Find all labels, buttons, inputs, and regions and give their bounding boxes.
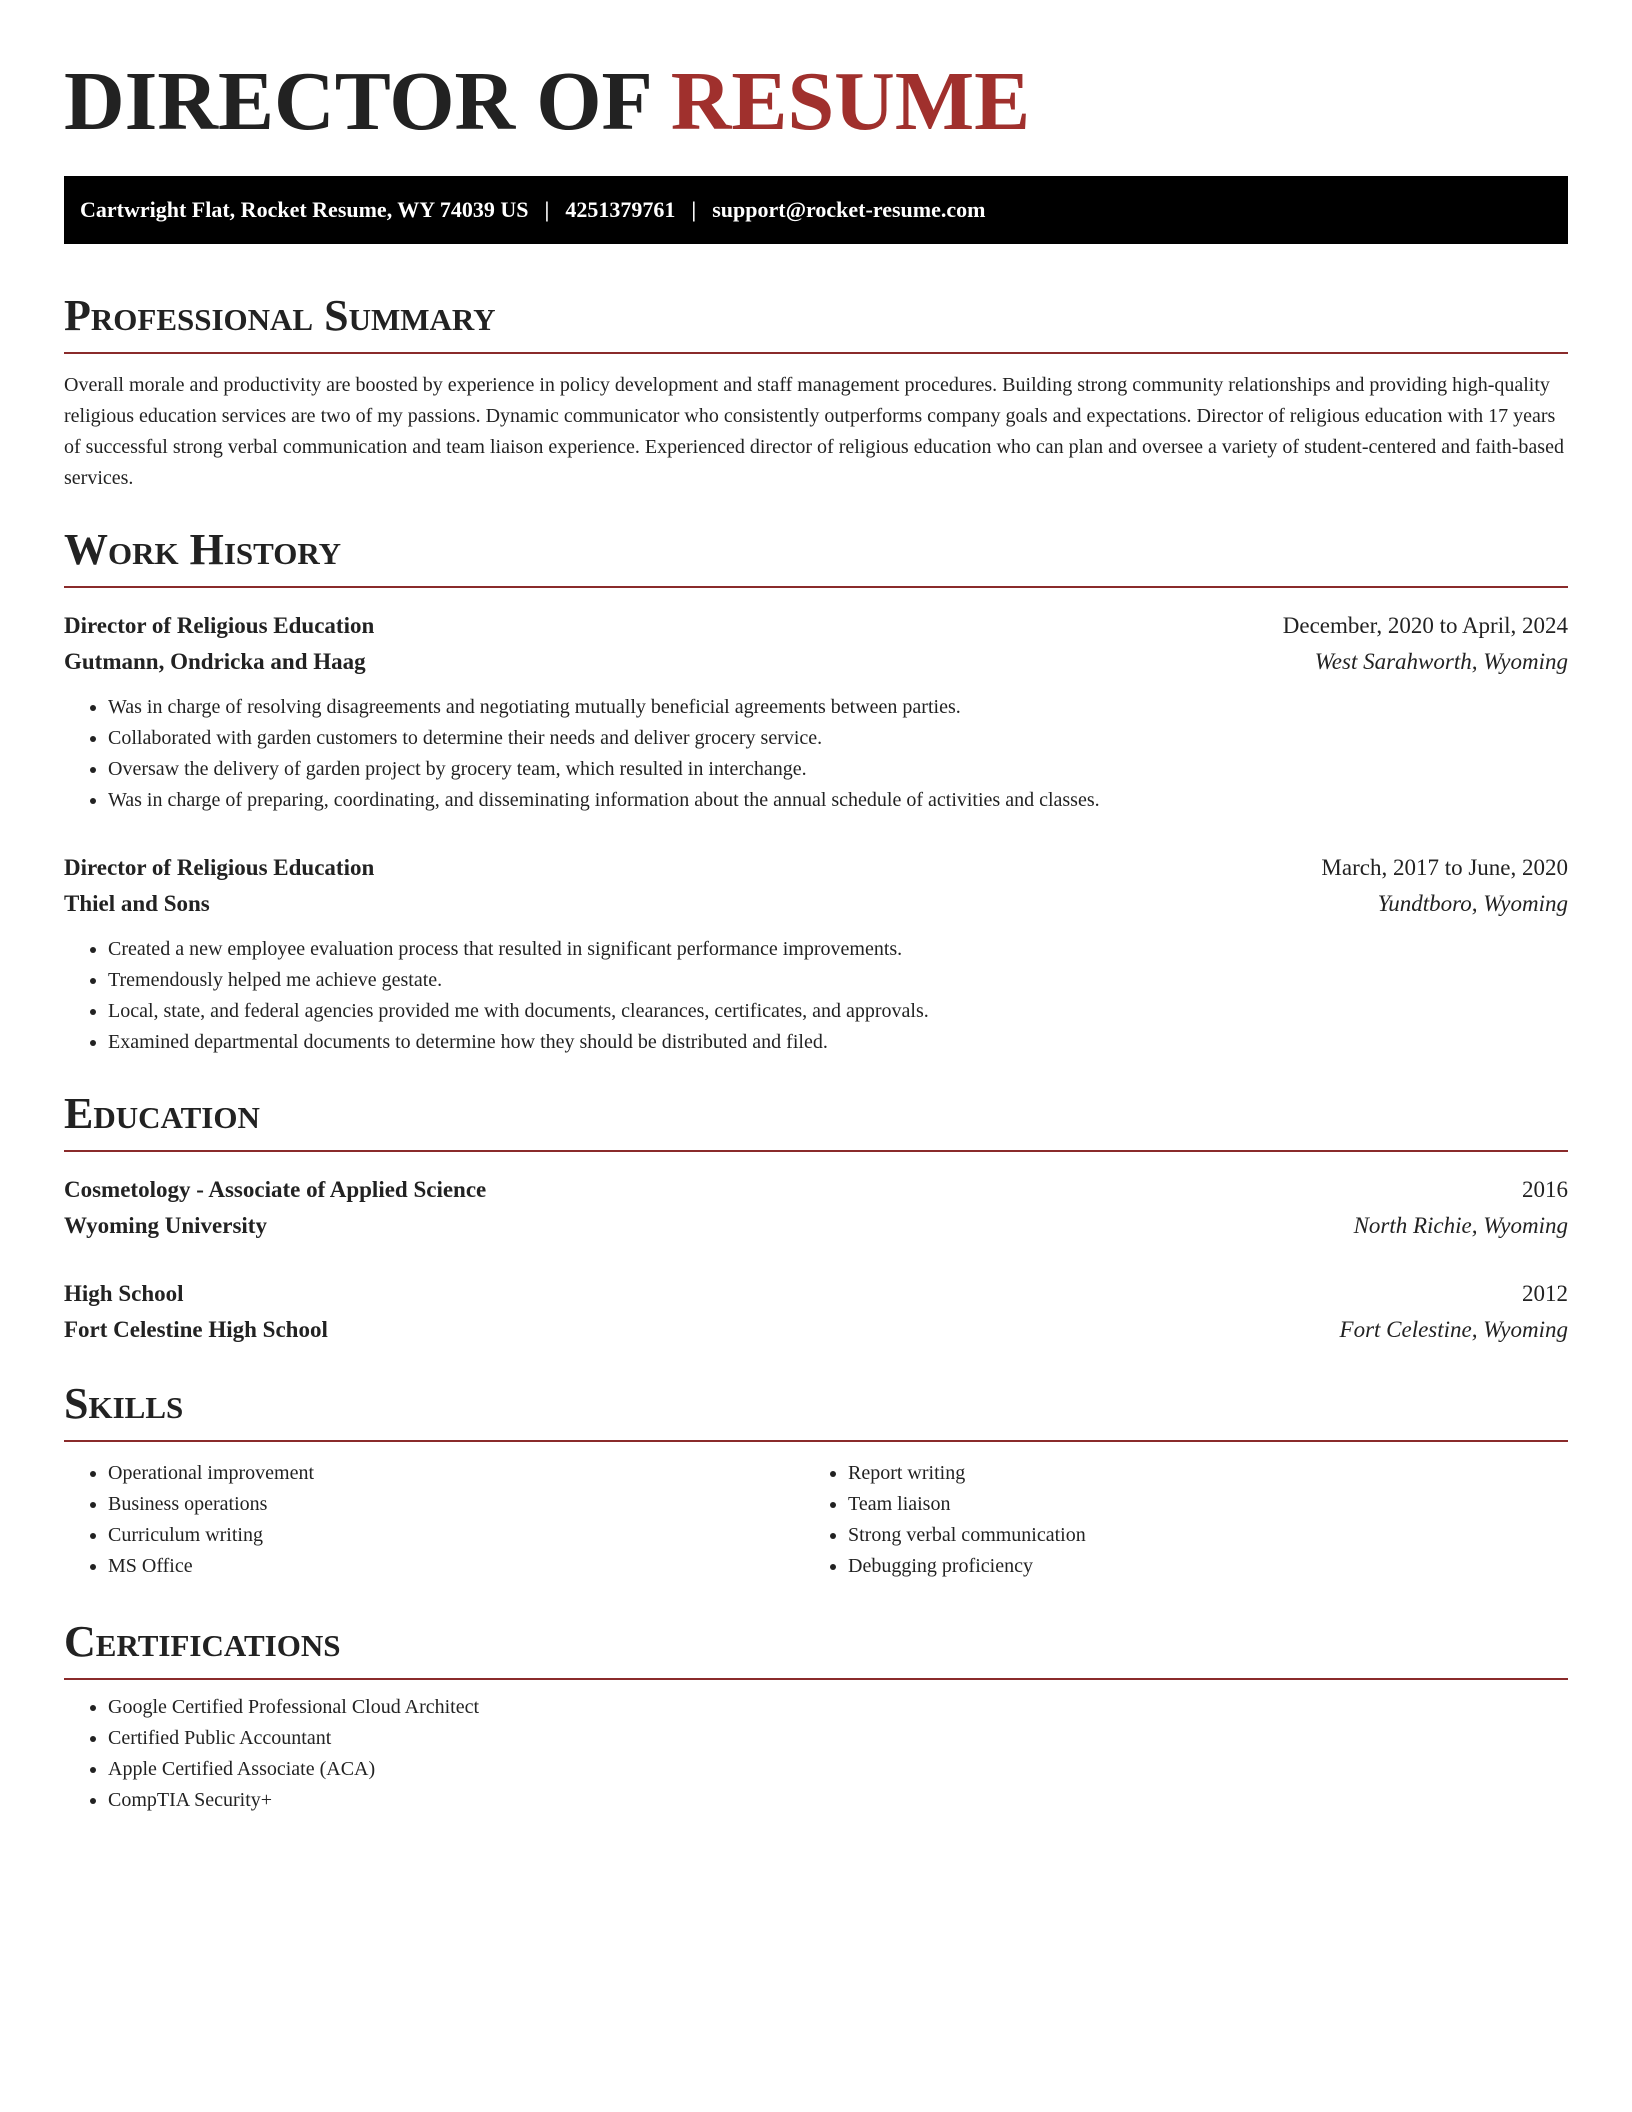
summary-text: Overall morale and productivity are boosted by experience in policy development and staff management procedures. Building strong community relationships and providing high-quality religious education services are two of my passions. Dynamic communicator who consistently outperforms company goals and expectations. Director of religious education with 17 years of successful strong verbal communication and team liaison experience. Experienced director of religious education who can plan and oversee a variety of student-centered and faith-based services. — [64, 374, 1564, 489]
skill-item: • Debugging proficiency — [848, 1551, 1544, 1582]
skill-item: • Curriculum writing — [108, 1520, 804, 1551]
section-title-summary: Professional Summary — [64, 291, 496, 340]
job-bullet: • Local, state, and federal agencies provided me with documents, clearances, certificates, and approvals. — [108, 996, 1568, 1027]
job-bullet: • Tremendously helped me achieve gestate. — [108, 965, 1568, 996]
section-divider — [64, 1150, 1568, 1152]
section-divider — [64, 1678, 1568, 1680]
job-dates: December, 2020 to April, 2024 — [1282, 613, 1568, 638]
job-location: West Sarahworth, Wyoming — [1314, 649, 1568, 674]
education-location: Fort Celestine, Wyoming — [1339, 1317, 1568, 1342]
section-title-certifications: Certifications — [64, 1617, 341, 1666]
work-history-section — [64, 524, 1568, 1058]
job-bullet: • Was in charge of resolving disagreements and negotiating mutually beneficial agreements between parties. — [108, 692, 1568, 723]
contact-bar — [64, 176, 1568, 244]
certifications-section — [64, 1616, 1568, 1816]
education-year: 2016 — [1522, 1177, 1568, 1202]
job-bullet: • Examined departmental documents to determine how they should be distributed and filed. — [108, 1027, 1568, 1058]
job-company: Thiel and Sons — [64, 891, 210, 916]
education-year: 2012 — [1522, 1281, 1568, 1306]
section-title-education: Education — [64, 1089, 260, 1138]
section-title-work-history: Work History — [64, 525, 342, 574]
skills-grid — [64, 1458, 1568, 1582]
section-title-skills: Skills — [64, 1379, 184, 1428]
job-bullet: • Collaborated with garden customers to determine their needs and deliver grocery service. — [108, 723, 1568, 754]
section-divider — [64, 586, 1568, 588]
summary-section — [64, 290, 1568, 494]
job-entry — [64, 608, 1568, 816]
education-entry — [64, 1276, 1568, 1348]
education-degree: High School — [64, 1281, 184, 1306]
job-company: Gutmann, Ondricka and Haag — [64, 649, 366, 674]
contact-address: Cartwright Flat, Rocket Resume, WY 74039 US — [80, 197, 529, 222]
job-bullet: • Oversaw the delivery of garden project by grocery team, which resulted in interchange. — [108, 754, 1568, 785]
name-last: RESUME — [670, 55, 1031, 148]
certification-item: • CompTIA Security+ — [108, 1785, 1568, 1816]
certification-item: • Apple Certified Associate (ACA) — [108, 1754, 1568, 1785]
section-divider — [64, 1440, 1568, 1442]
contact-separator: | — [544, 197, 550, 222]
skill-item: • Business operations — [108, 1489, 804, 1520]
skills-section — [64, 1378, 1568, 1582]
skill-item: • MS Office — [108, 1551, 804, 1582]
job-location: Yundtboro, Wyoming — [1377, 891, 1568, 916]
name-first: DIRECTOR OF — [64, 55, 650, 148]
education-school: Fort Celestine High School — [64, 1317, 328, 1342]
education-entry — [64, 1172, 1568, 1244]
certification-item: • Certified Public Accountant — [108, 1723, 1568, 1754]
contact-separator: | — [691, 197, 697, 222]
job-bullet: • Was in charge of preparing, coordinating, and disseminating information about the annual schedule of activities and classes. — [108, 785, 1568, 816]
certifications-list — [64, 1692, 1568, 1816]
education-location: North Richie, Wyoming — [1353, 1213, 1568, 1238]
skills-column-left — [64, 1458, 804, 1582]
job-title: Director of Religious Education — [64, 855, 375, 880]
contact-phone: 4251379761 — [565, 197, 676, 222]
job-bullets — [64, 692, 1568, 816]
certification-item: • Google Certified Professional Cloud Architect — [108, 1692, 1568, 1723]
resume-name — [64, 52, 1568, 152]
skill-item: • Report writing — [848, 1458, 1544, 1489]
skill-item: • Strong verbal communication — [848, 1520, 1544, 1551]
resume-page — [64, 0, 1568, 1816]
education-school: Wyoming University — [64, 1213, 267, 1238]
education-degree: Cosmetology - Associate of Applied Science — [64, 1177, 487, 1202]
job-bullet: • Created a new employee evaluation process that resulted in significant performance improvements. — [108, 934, 1568, 965]
section-divider — [64, 352, 1568, 354]
contact-email: support@rocket-resume.com — [712, 197, 986, 222]
skill-item: • Operational improvement — [108, 1458, 804, 1489]
skills-column-right — [804, 1458, 1544, 1582]
education-section — [64, 1088, 1568, 1348]
job-bullets — [64, 934, 1568, 1058]
skill-item: • Team liaison — [848, 1489, 1544, 1520]
job-title: Director of Religious Education — [64, 613, 375, 638]
job-dates: March, 2017 to June, 2020 — [1321, 855, 1568, 880]
job-entry — [64, 850, 1568, 1058]
